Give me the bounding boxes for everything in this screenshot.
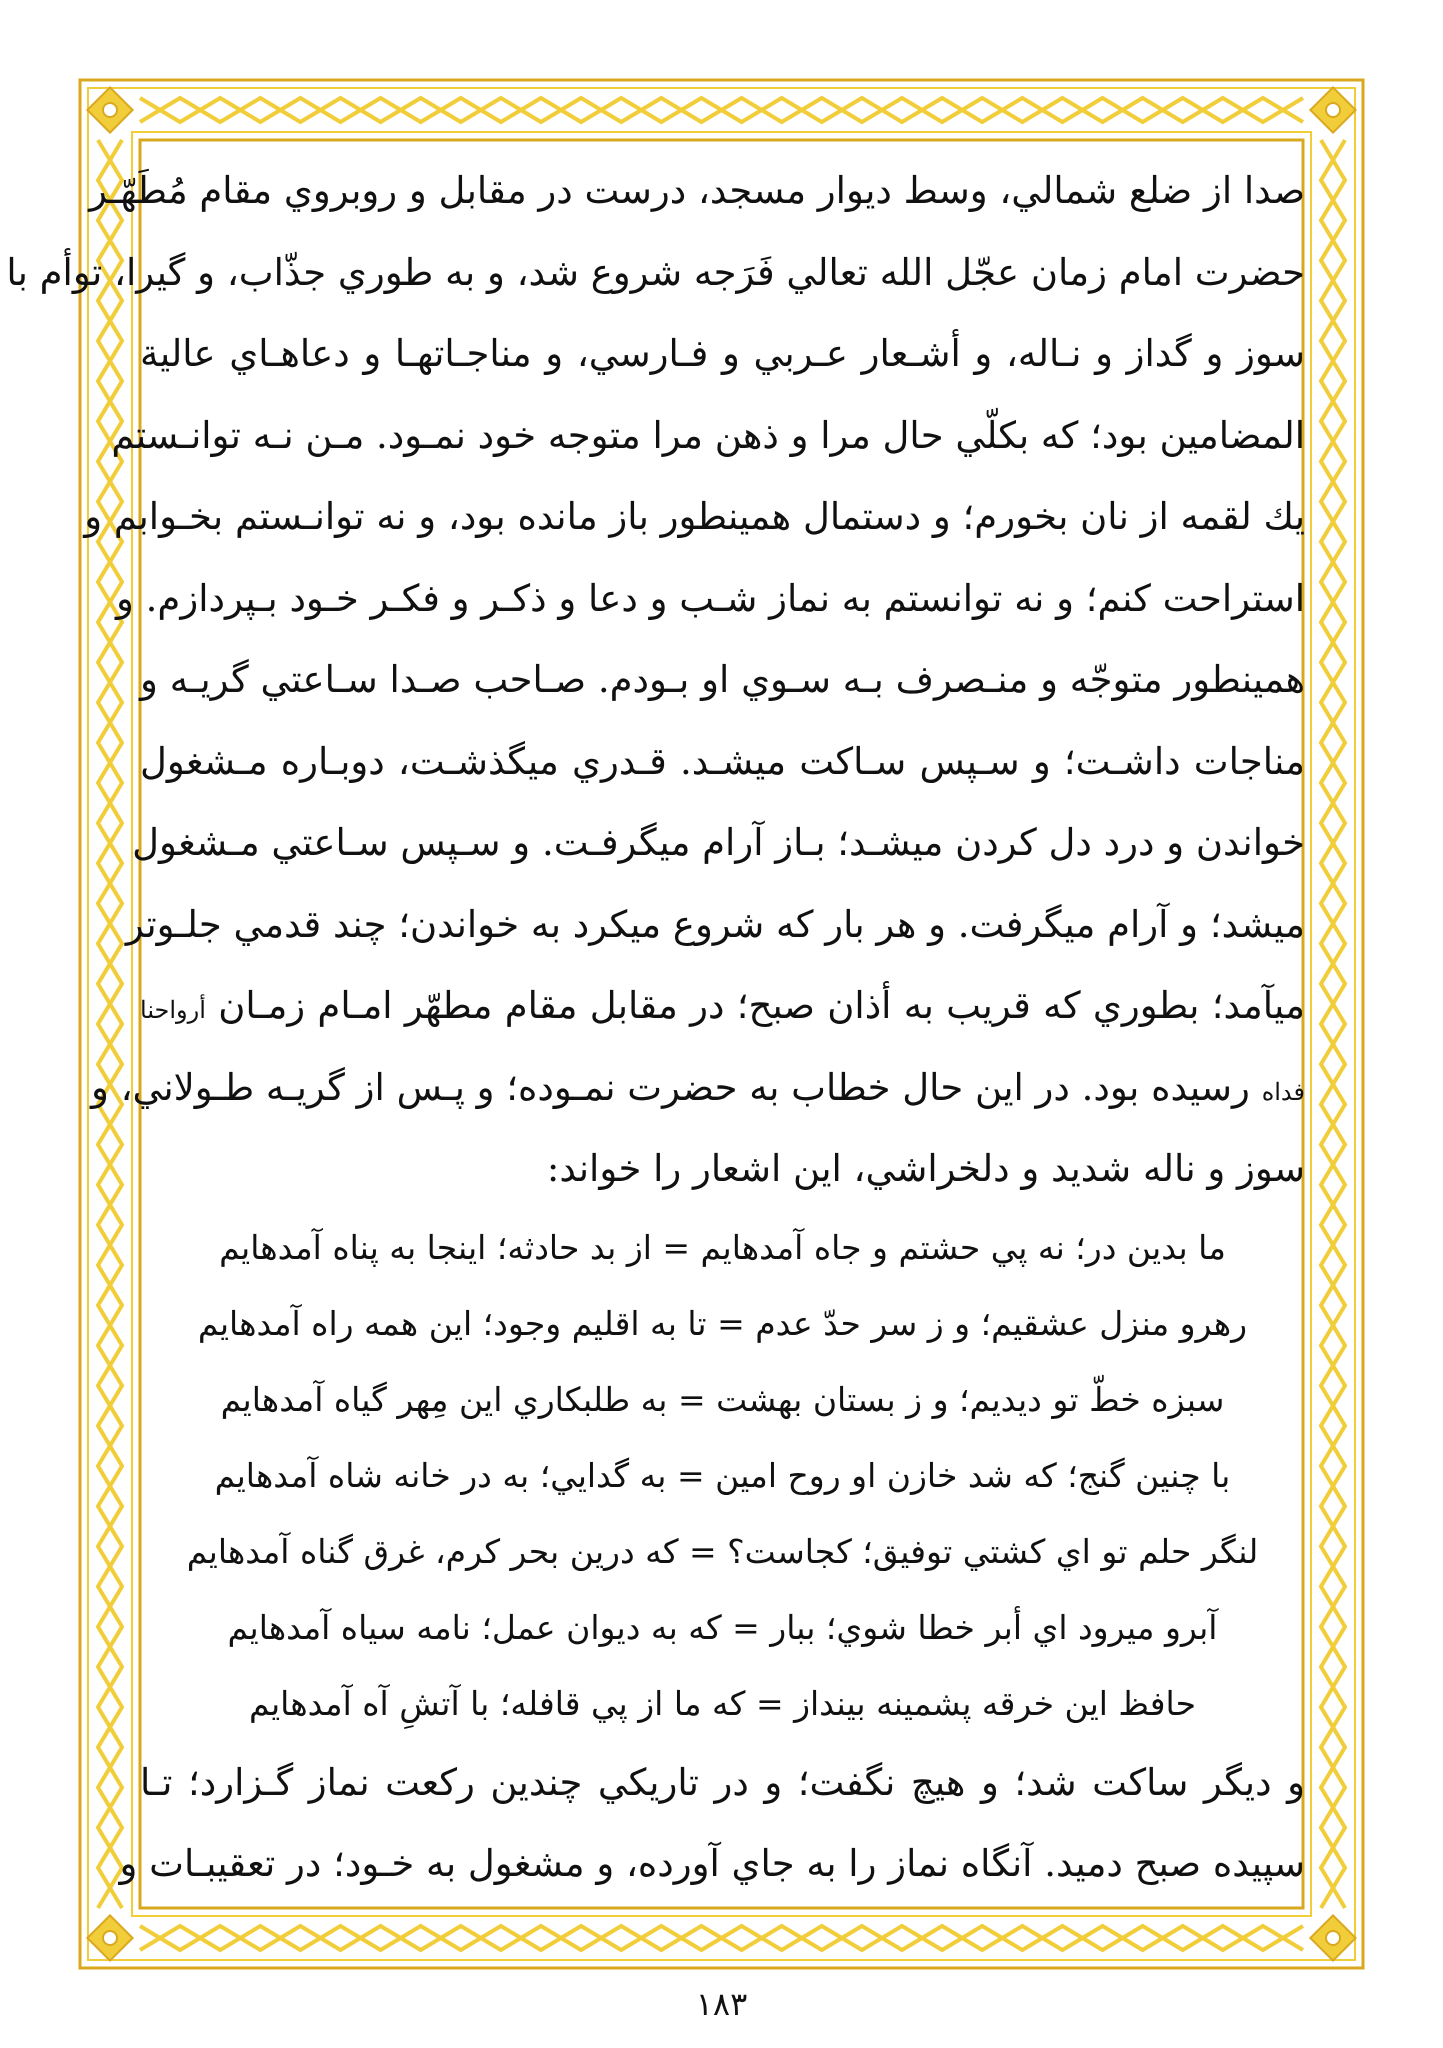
poem-verse: حافظ اين خرقه پشمينه بينداز = كه ما از پي قافله؛ با آتشِ آه آمدهايم [249,1683,1196,1723]
page-number: ١٨٣ [695,1985,748,2023]
line-text: ميآمد؛ بطوري كه قريب به أذان صبح؛ در مقابل مقام مطهّر امـام زمـان [218,984,1305,1027]
border-zigzag [1321,140,1345,1908]
poem-verse: با چنين گنج؛ كه شد خازن او روح امين = به گدايي؛ به در خانه شاه آمدهايم [214,1455,1231,1495]
text-line [140,965,1305,1047]
text-line: حضرت امام زمان عجّل الله تعالي فَرَجه شروع شد، و به طوري جذّاب، و گيرا، توأم با [6,250,1305,294]
poem-verse: لنگر حلم تو اي كشتي توفيق؛ كجاست؟ = كه درين بحر كرم، غرق گناه آمدهايم [186,1531,1259,1571]
text-line: يك لقمه از نان بخورم؛ و دستمال همينطور باز مانده بود، و نه توانـستم بخـوابم و [84,495,1305,538]
corner-ornament [1326,103,1340,117]
text-line: ميشد؛ و آرام ميگرفت. و هر بار كه شروع ميكرد به خواندن؛ چند قدمي جلـوتر [125,902,1305,946]
page-body [6,150,1305,1890]
text-line: سوز و گداز و نـاله، و أشـعار عـربي و فـارسي، و مناجـاتهـا و دعاهـاي عالية [140,332,1305,375]
poem-verse: سبزه خطّ تو ديديم؛ و ز بستان بهشت = به طلبكاري اين مِهر گياه آمدهايم [220,1379,1225,1419]
line-text: رسيده بود. در اين حال خطاب به حضرت نمـوده؛ و پـس از گريـه طـولاني، و [90,1065,1250,1109]
corner-ornament [1326,1931,1340,1945]
text-line: همينطور متوجّه و منـصرف بـه سـوي او بـودم. صـاحب صـدا سـاعتي گريـه و [140,658,1305,701]
border-zigzag [1321,140,1345,1908]
text-line: سپيده صبح دميد. آنگاه نماز را به جاي آورده، و مشغول به خـود؛ در تعقيبـات و [119,1842,1305,1885]
text-line: استراحت كنم؛ و نه توانستم به نماز شـب و دعا و ذكـر و فكـر خـود بـپردازم. و [116,576,1305,620]
text-line: المضامين بود؛ كه بكلّي حال مرا و ذهن مرا متوجه خود نمـود. مـن نـه توانـستم [111,413,1305,457]
poem-verse: آبرو ميرود اي أبر خطا شوي؛ ببار = كه به ديوان عمل؛ نامه سياه آمدهايم [227,1607,1218,1647]
border-zigzag [140,98,1303,122]
honorific: أرواحنا [140,996,206,1024]
text-line: مناجات داشـت؛ و سـپس سـاكت ميشـد. قـدري ميگذشـت، دوبـاره مـشغول [140,739,1305,783]
poem-verse: رهرو منزل عشقيم؛ و ز سر حدّ عدم = تا به اقليم وجود؛ اين همه راه آمدهايم [197,1303,1248,1343]
honorific: فداه [1261,1077,1305,1106]
text-line: و ديگر ساكت شد؛ و هيچ نگفت؛ و در تاريكي چندين ركعت نماز گـزارد؛ تـا [140,1760,1305,1804]
poem-verse: ما بدين در؛ نه پي حشتم و جاه آمدهايم = از بد حادثه؛ اينجا به پناه آمدهايم [219,1227,1226,1267]
text-line: سوز و ناله شديد و دلخراشي، اين اشعار را خواند: [546,1147,1305,1190]
text-line: صدا از ضلع شمالي، وسط ديوار مسجد، درست در مقابل و روبروي مقام مُطَهّـر [89,169,1305,212]
border-zigzag [140,1926,1303,1950]
text-line: خواندن و درد دل كردن ميشـد؛ بـاز آرام ميگرفـت. و سـپس سـاعتي مـشغول [132,821,1305,864]
corner-ornament [103,103,117,117]
corner-ornament [103,1931,117,1945]
text-line [90,1047,1305,1129]
